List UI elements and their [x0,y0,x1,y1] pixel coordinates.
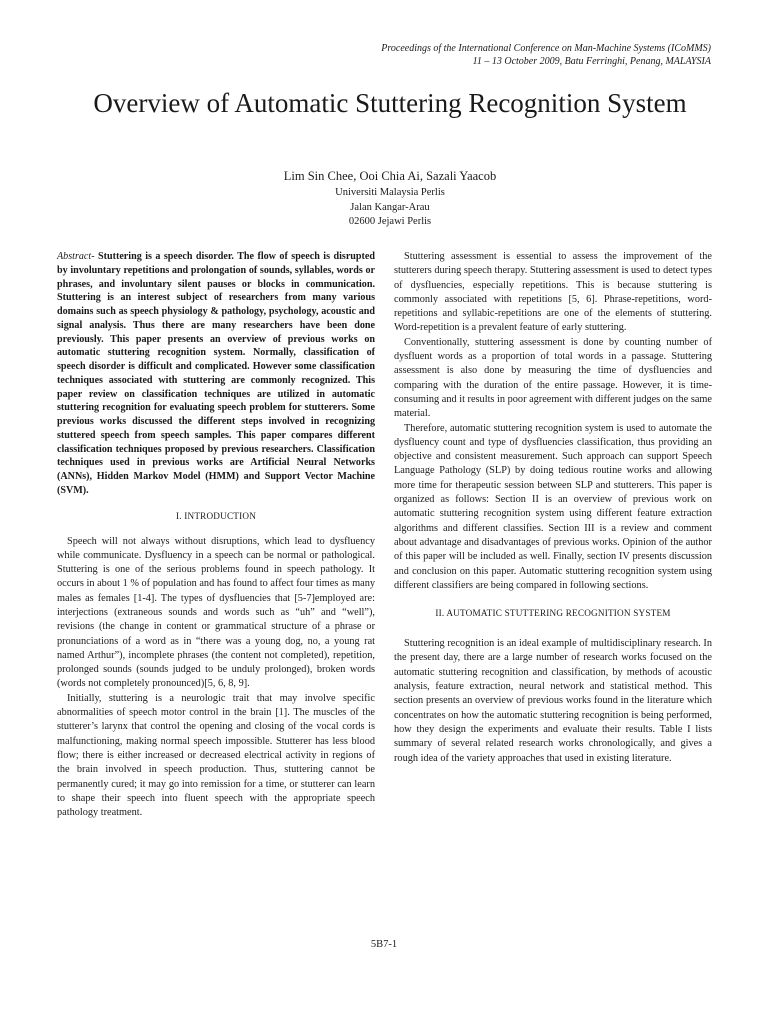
paragraph: Stuttering assessment is essential to assess the improvement of the stutterers during speech therapy. Stuttering assessment is used to detect types of dysfluencies, especially repetitions. This is because stuttering is commonly associated with repetitions [5, 6]. Phrase-repetitions, word-repetitions and syllabic-repetitions are one of the elements of stuttering. Word-repetition is a prevalent feature of early stuttering. [394,251,712,334]
paragraph: Initially, stuttering is a neurologic trait that may involve specific abnormalities of speech motor control in the brain [1]. The muscles of the stutterer’s larynx that control the opening and closing of the vocal cords is malfunctioning, making normal speech impossible. Stutterer has less blood flow; there is either increased or decreased electrical activity in regions of the brain involved in speech production. Thus, stuttering cannot be permanently cured; it may go into remission for a time, or stutterer can learn to shape their speech into fluent speech with the appropriate speech pathology treatment. [57,692,375,819]
right-column [394,250,712,766]
affiliation-line: Universiti Malaysia Perlis [335,187,445,198]
paragraph: Conventionally, stuttering assessment is done by counting number of dysfluent words as a proportion of total words in a passage. Stuttering assessment is also done by measuring the time of dysfluencies and comparing with the duration of the entire passage. However, it is time-consuming and it results in poor agreement with different judges on the same material. [394,336,712,420]
paper-title: Overview of Automatic Stuttering Recognition System [93,88,687,118]
page-number: 5B7-1 [370,939,398,950]
abstract-text: Stuttering is a speech disorder. The flow of speech is disrupted by involuntary repetitions and prolongation of sounds, syllables, words or phrases, and involuntary silent pauses or blocks in communication. Stuttering is an interest subject of researchers from many various domains such as speech physiology & pathology, psychology, acoustic and signal analysis. Thus there are many researchers have been done previously. This paper presents an overview of previous works on automatic stuttering recognition system. Normally, classification of speech disorder is difficult and complicated. However some classification techniques associated with stuttering are commonly recognized. This paper review on classification techniques are utilized in automatic stuttering recognition for evaluating speech problem for stutterers. Some previous works discussed the different steps involved in recognizing stuttered speech from speech samples. This paper compares different classification techniques proposed by previous researchers. Classification techniques used in previous works are Artificial Neural Networks (ANNs), Hidden Markov Model (HMM) and Support Vector Machine (SVM). [57,251,375,496]
left-column [57,250,375,820]
section-heading-introduction: I. INTRODUCTION [175,510,257,521]
conference-name: Proceedings of the International Conference on Man-Machine Systems (ICoMMS) [381,43,711,54]
paragraph: Stuttering recognition is an ideal example of multidisciplinary research. In the present day, there are a large number of research works focused on the automatic stuttering recognition and classification, by methods of acoustic analysis, feature extraction, neural network and statistical method. This section presents an overview of previous works found in the literature which concentrates on how the automatic stuttering recognition is being performed, how they design the experiments and evaluate their results. Table I lists summary of several related research works chronologically, and gives a rough idea of the variety approaches that used in existing literature. [394,638,712,764]
affiliation-line: 02600 Jejawi Perlis [348,216,432,227]
abstract [57,250,375,498]
paragraph: Speech will not always without disruptions, which lead to dysfluency while communicate. Dysfluency in a speech can be normal or pathological. Stuttering is one of the serious problems found in speech pathology. It occurs in about 1 % of population and has found to affect four times as many males as females [1-4]. The types of dysfluencies that [5-7]employed are: interjections (extraneous sounds and words such as “uh” and “well”), revisions (the change in content or grammatical structure of a phrase or pronunciations of a word as in “there was a young dog, no, a young rat named Arthur”), incomplete phrases (the content not completed), repetition, prolonged sounds (sounds judged to be unduly prolonged), broken words (words not completely pronounced)[5, 6, 8, 9]. [57,535,375,690]
conference-date-location: 11 – 13 October 2009, Batu Ferringhi, Penang, MALAYSIA [472,56,711,67]
paragraph: Therefore, automatic stuttering recognition system is used to automate the dysfluency count and type of dysfluencies classification, thus providing an objective and consistent measurement. Such approach can support Speech Language Pathology (SLP) by doing tedious routine works and allowing more time for therapeutic session between SLP and stutterers. This paper is organized as follows: Section II is an overview of previous work on automatic stuttering recognition system using different feature extraction algorithms and different classifies. Section III is a review and comment about advantage and disadvantages of previous works. Opinion of the author of this paper will be included as well. Finally, section IV presents discussion and conclusion on this paper. Automatic stuttering recognition system using different classifiers are being compared in following sections. [394,422,712,591]
affiliation [60,186,720,230]
section-heading-automatic-stuttering-recognition: II. AUTOMATIC STUTTERING RECOGNITION SYSTEM [435,608,671,619]
author-list: Lim Sin Chee, Ooi Chia Ai, Sazali Yaacob [283,169,497,183]
running-header [211,42,711,68]
abstract-label: Abstract- [57,251,95,262]
affiliation-line: Jalan Kangar-Arau [350,201,430,213]
